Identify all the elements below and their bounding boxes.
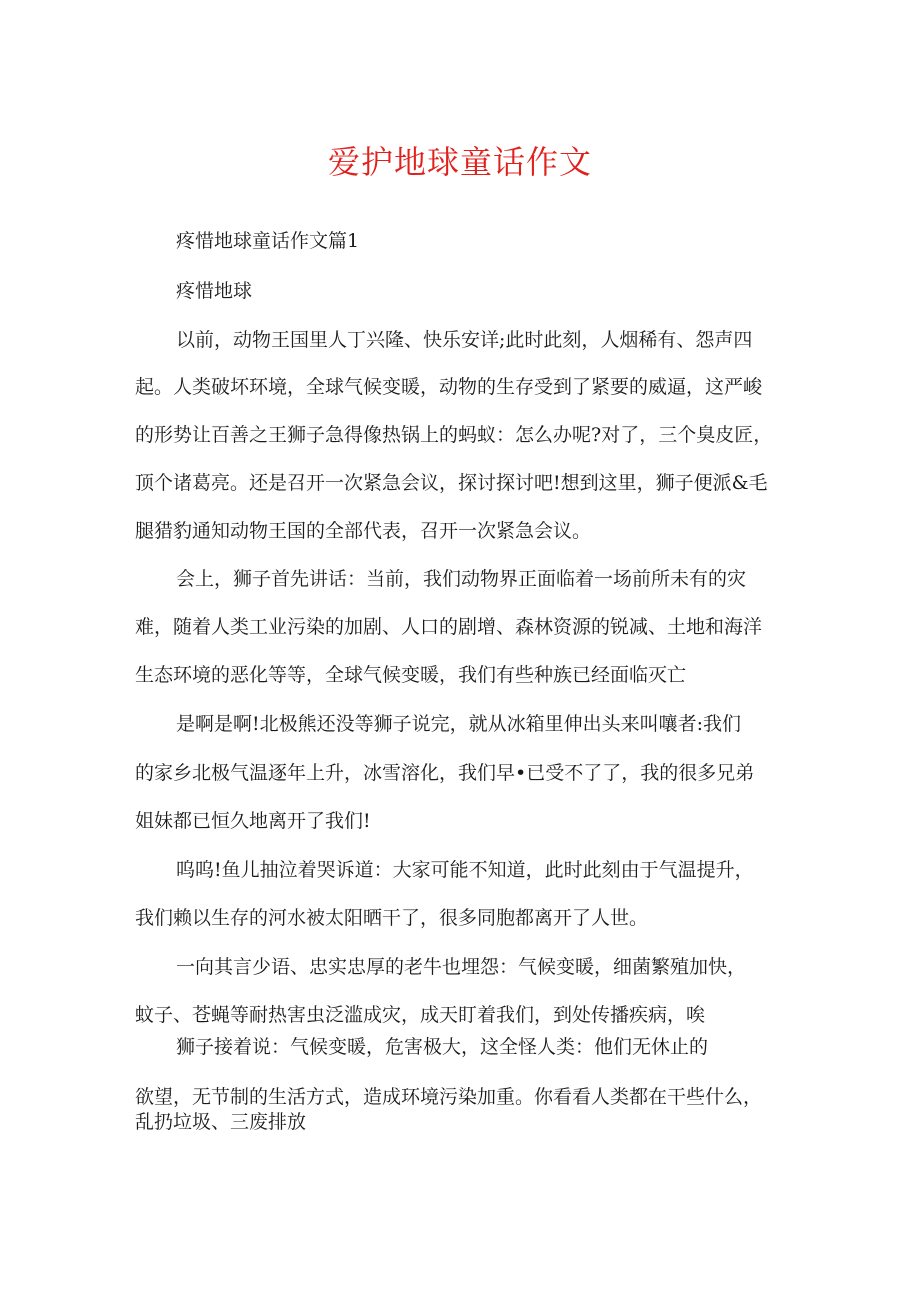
text-line: 会上，狮子首先讲话：当前，我们动物界正面临着一场前所未有的灾: [176, 568, 747, 590]
subtitle: 疼惜地球童话作文篇1: [176, 230, 360, 252]
section-heading: 疼惜地球: [176, 280, 253, 302]
text-line: 的家乡北极气温逐年上升，冰雪溶化，我们早•已受不了了，我的很多兄弟: [135, 762, 755, 784]
text-line: 以前，动物王国里人丁兴隆、快乐安详;此时此刻，人烟稀有、怨声四: [176, 329, 753, 351]
text-line: 我们赖以生存的河水被太阳晒干了，很多同胞都离开了人世。: [135, 907, 649, 929]
text-line: 起。人类破坏环境，全球气候变暖，动物的生存受到了紧要的威逼，这严峻: [135, 376, 763, 398]
text-line: 乱扔垃圾、三废排放: [135, 1111, 307, 1133]
text-line: 姐妹都已恒久地离开了我们!: [135, 810, 371, 832]
text-line: 腿猎豹通知动物王国的全部代表，召开一次紧急会议。: [135, 520, 592, 542]
text-line: 欲望，无节制的生活方式，造成环境污染加重。你看看人类都在干些什么，: [135, 1086, 763, 1108]
text-line: 一向其言少语、忠实忠厚的老牛也埋怨：气候变暖，细菌繁殖加快，: [176, 956, 747, 978]
text-line: 难，随着人类工业污染的加剧、人口的剧增、森林资源的锐减、土地和海洋: [135, 616, 763, 638]
document-title: 爱护地球童话作文: [327, 143, 592, 181]
text-line: 生态环境的恶化等等，全球气候变暖，我们有些种族已经面临灭亡: [135, 664, 687, 686]
text-line: 的形势让百善之王狮子急得像热锅上的蚂蚁：怎么办呢?对了，三个臭皮匠，: [135, 424, 773, 446]
text-line: 呜呜!鱼儿抽泣着哭诉道：大家可能不知道，此时此刻由于气温提升，: [176, 859, 754, 881]
text-line: 顶个诸葛亮。还是召开一次紧急会议，探讨探讨吧!想到这里，狮子便派&毛: [135, 472, 768, 494]
text-line: 是啊是啊!北极熊还没等狮子说完，就从冰箱里伸出头来叫嚷者:我们: [176, 713, 742, 735]
text-line: 蚊子、苍蝇等耐热害虫泛滥成灾，成天盯着我们，到处传播疾病，唉: [135, 1004, 706, 1026]
text-line: 狮子接着说：气候变暖，危害极大，这全怪人类：他们无休止的: [176, 1036, 709, 1058]
